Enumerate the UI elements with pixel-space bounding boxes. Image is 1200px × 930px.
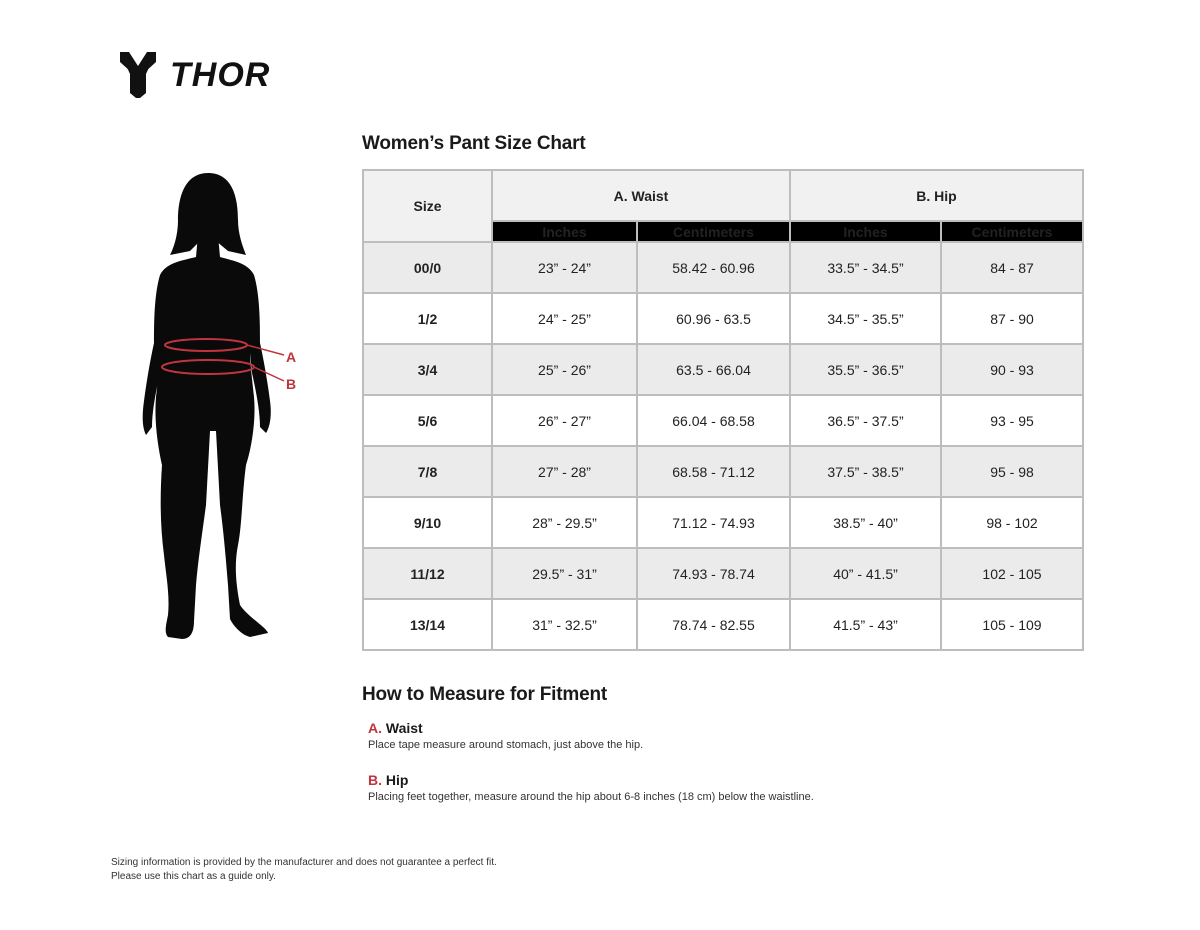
table-row	[363, 497, 1083, 548]
size-cell: 7/8	[363, 446, 492, 497]
waist-group-header: A. Waist	[492, 170, 790, 221]
disclaimer-line: Sizing information is provided by the manufacturer and does not guarantee a perfect fit.	[111, 857, 497, 868]
table-row	[363, 599, 1083, 650]
size-cell: 00/0	[363, 242, 492, 293]
hip-cm-cell: 95 - 98	[941, 446, 1083, 497]
hip-inches-cell: 33.5” - 34.5”	[790, 242, 941, 293]
waist-inches-cell: 27” - 28”	[492, 446, 637, 497]
hip-inches-cell: 37.5” - 38.5”	[790, 446, 941, 497]
waist-inches-cell: 24” - 25”	[492, 293, 637, 344]
size-cell: 5/6	[363, 395, 492, 446]
hip-inches-cell: 35.5” - 36.5”	[790, 344, 941, 395]
hip-inches-cell: 34.5” - 35.5”	[790, 293, 941, 344]
hip-group-header: B. Hip	[790, 170, 1083, 221]
table-row	[363, 548, 1083, 599]
thor-hammer-icon	[120, 52, 156, 98]
hip-cm-cell: 90 - 93	[941, 344, 1083, 395]
figure-label-a: A	[286, 349, 297, 365]
brand-wordmark: THOR	[170, 56, 271, 94]
brand-logo	[118, 48, 298, 98]
measure-item-waist	[368, 720, 643, 751]
page-title: Women’s Pant Size Chart	[362, 133, 586, 154]
table-row	[363, 344, 1083, 395]
waist-cm-cell: 71.12 - 74.93	[637, 497, 790, 548]
table-row	[363, 395, 1083, 446]
size-cell: 1/2	[363, 293, 492, 344]
measure-name: Waist	[385, 720, 423, 736]
waist-cm-cell: 63.5 - 66.04	[637, 344, 790, 395]
table-row	[363, 446, 1083, 497]
hip-cm-cell: 98 - 102	[941, 497, 1083, 548]
waist-centimeters-header: Centimeters	[637, 221, 790, 242]
body-figure	[138, 165, 308, 645]
waist-inches-cell: 29.5” - 31”	[492, 548, 637, 599]
measure-description: Place tape measure around stomach, just above the hip.	[368, 739, 644, 751]
measure-name: Hip	[385, 772, 409, 788]
size-cell: 9/10	[363, 497, 492, 548]
hip-cm-cell: 105 - 109	[941, 599, 1083, 650]
hip-inches-cell: 41.5” - 43”	[790, 599, 941, 650]
measure-description: Placing feet together, measure around the hip about 6-8 inches (18 cm) below the waistline.	[368, 791, 814, 803]
hip-cm-cell: 87 - 90	[941, 293, 1083, 344]
hip-inches-cell: 36.5” - 37.5”	[790, 395, 941, 446]
measure-item-hip	[368, 772, 814, 803]
size-cell: 3/4	[363, 344, 492, 395]
measure-letter: B.	[368, 772, 382, 788]
hip-cm-cell: 102 - 105	[941, 548, 1083, 599]
size-cell: 11/12	[363, 548, 492, 599]
size-column-header: Size	[363, 170, 492, 242]
waist-cm-cell: 74.93 - 78.74	[637, 548, 790, 599]
table-row	[363, 293, 1083, 344]
waist-cm-cell: 66.04 - 68.58	[637, 395, 790, 446]
measure-letter: A.	[368, 720, 382, 736]
hip-inches-header: Inches	[790, 221, 941, 242]
measure-title: How to Measure for Fitment	[362, 684, 607, 705]
waist-cm-cell: 58.42 - 60.96	[637, 242, 790, 293]
size-table	[362, 169, 1084, 651]
size-cell: 13/14	[363, 599, 492, 650]
waist-inches-cell: 25” - 26”	[492, 344, 637, 395]
hip-inches-cell: 40” - 41.5”	[790, 548, 941, 599]
disclaimer-line: Please use this chart as a guide only.	[111, 871, 276, 882]
disclaimer	[111, 856, 497, 884]
hip-cm-cell: 84 - 87	[941, 242, 1083, 293]
hip-centimeters-header: Centimeters	[941, 221, 1083, 242]
hip-cm-cell: 93 - 95	[941, 395, 1083, 446]
waist-cm-cell: 68.58 - 71.12	[637, 446, 790, 497]
waist-inches-cell: 26” - 27”	[492, 395, 637, 446]
figure-label-b: B	[286, 376, 297, 392]
female-silhouette-icon	[138, 165, 308, 645]
waist-inches-cell: 31” - 32.5”	[492, 599, 637, 650]
waist-inches-cell: 28” - 29.5”	[492, 497, 637, 548]
hip-inches-cell: 38.5” - 40”	[790, 497, 941, 548]
waist-inches-header: Inches	[492, 221, 637, 242]
table-row	[363, 242, 1083, 293]
waist-inches-cell: 23” - 24”	[492, 242, 637, 293]
waist-cm-cell: 60.96 - 63.5	[637, 293, 790, 344]
waist-cm-cell: 78.74 - 82.55	[637, 599, 790, 650]
